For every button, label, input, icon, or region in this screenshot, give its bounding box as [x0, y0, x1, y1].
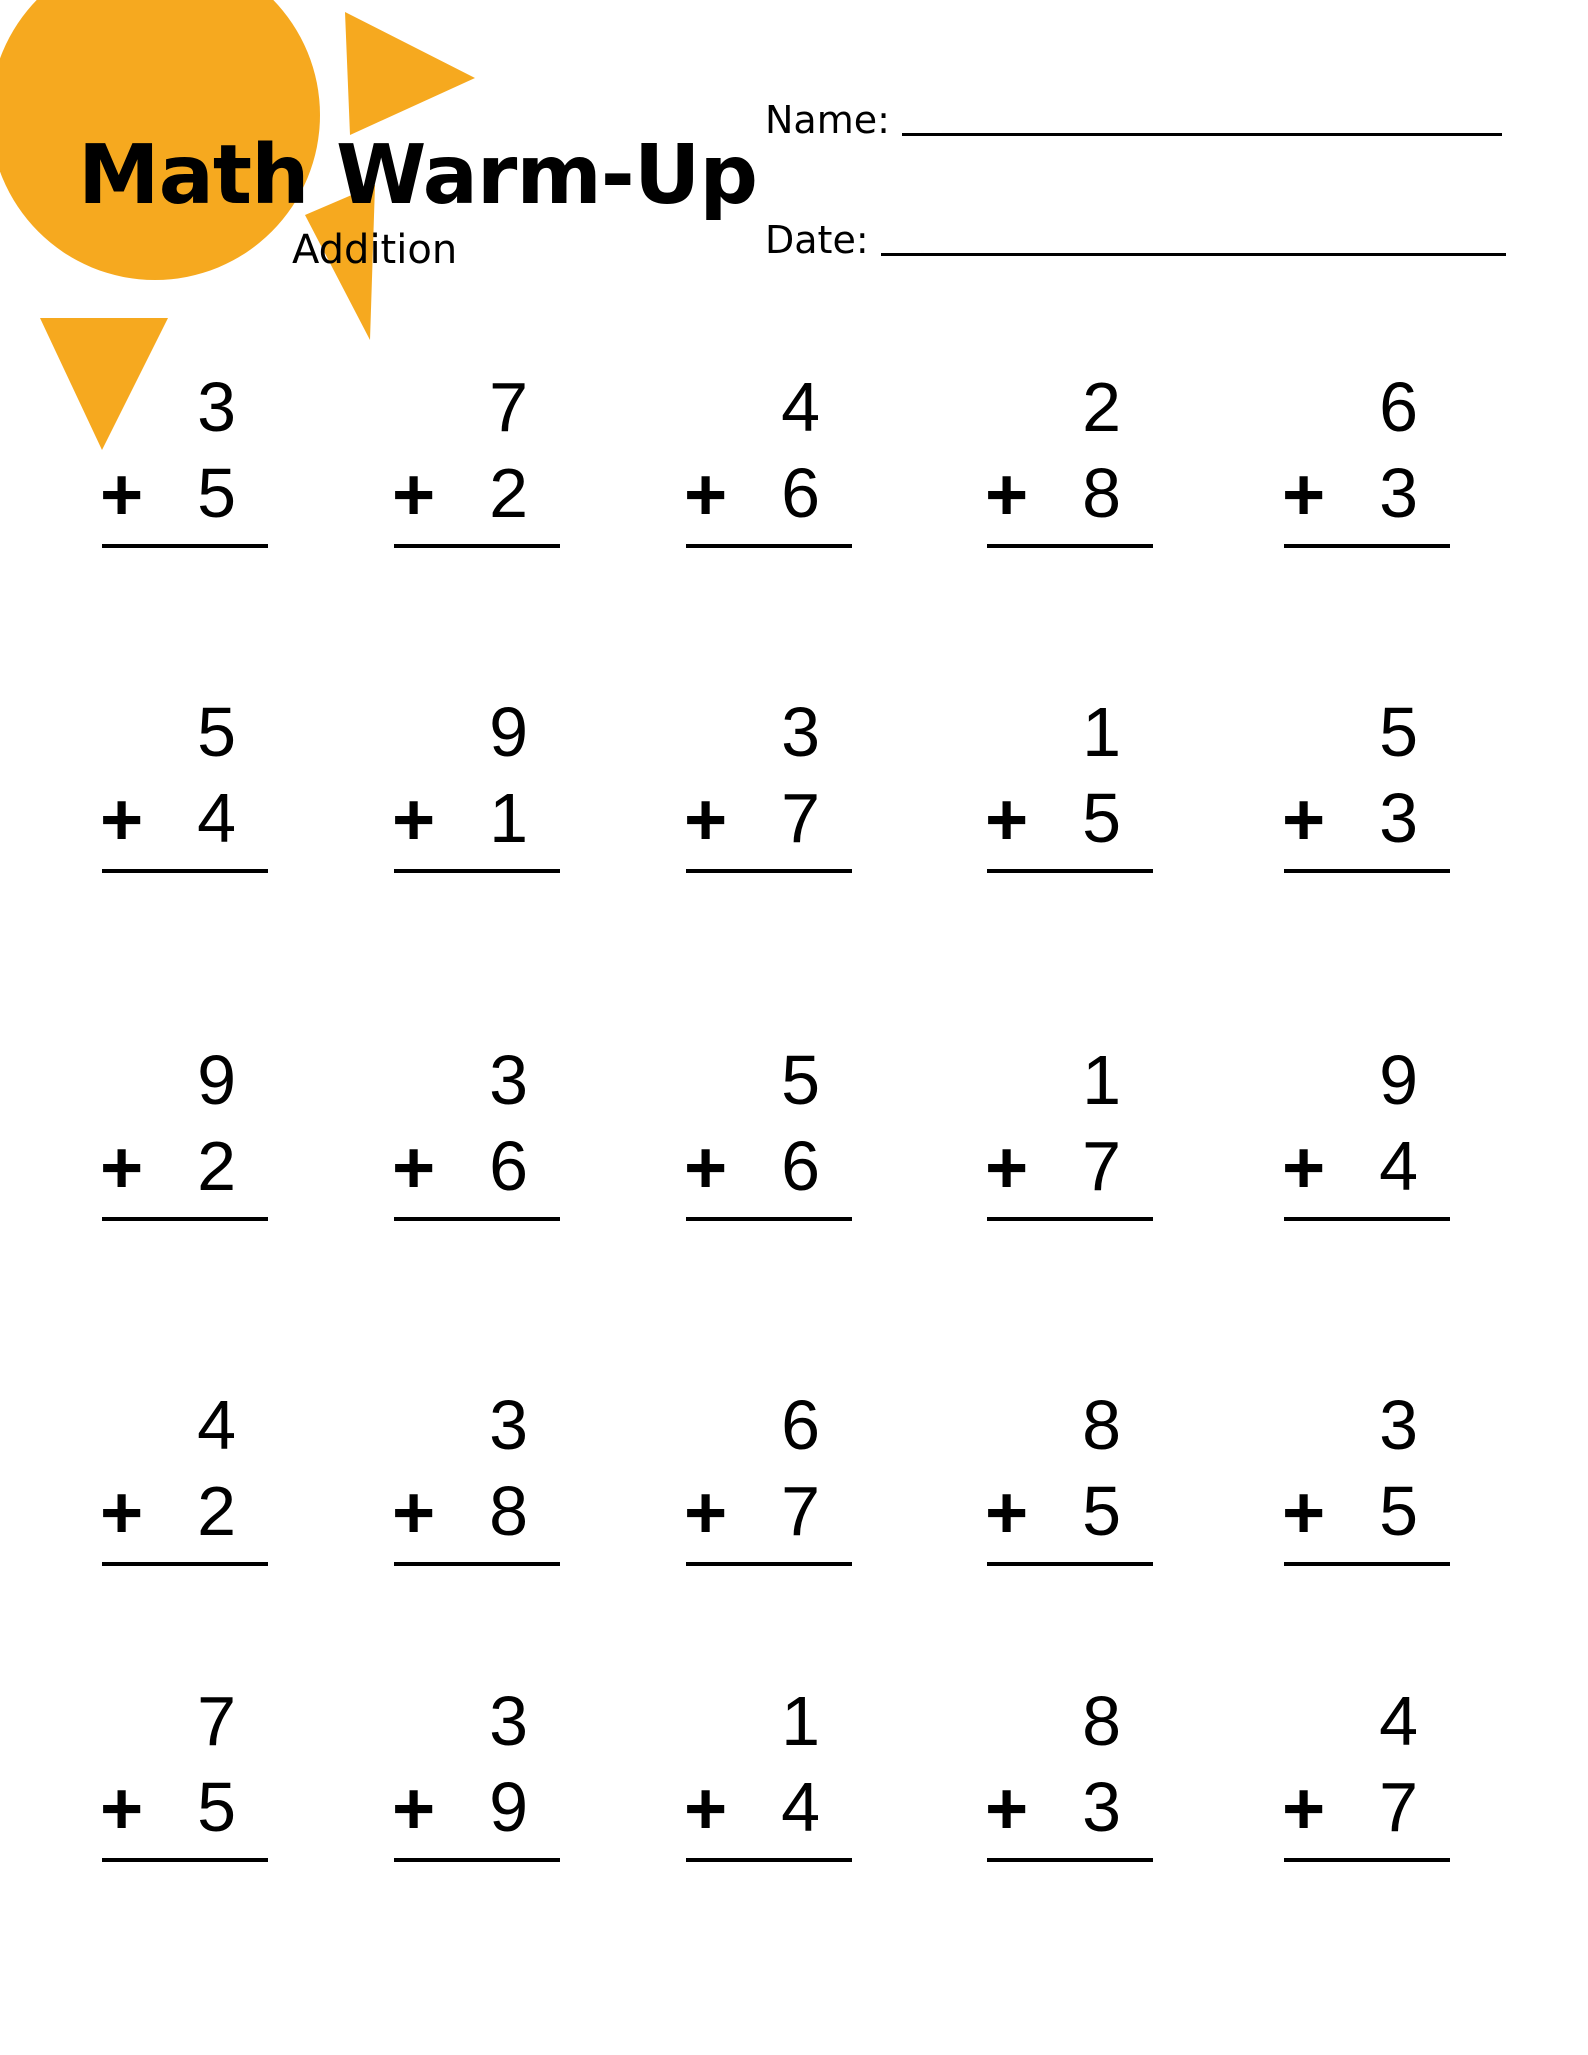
problem-top-number: 3 — [781, 693, 820, 771]
problem-top-number: 1 — [781, 1682, 820, 1760]
problem-bottom-number: 5 — [1082, 779, 1121, 857]
problem-bottom-number: 6 — [781, 1127, 820, 1205]
date-label: Date: — [765, 218, 869, 262]
problem-top-number: 3 — [489, 1386, 528, 1464]
answer-line[interactable] — [1284, 1858, 1450, 1862]
date-field — [765, 218, 1506, 262]
plus-sign: + — [392, 778, 436, 861]
problem-bottom-number: 6 — [489, 1127, 528, 1205]
date-line — [881, 253, 1506, 256]
answer-line[interactable] — [987, 869, 1153, 873]
problem-top-number: 8 — [1082, 1682, 1121, 1760]
plus-sign: + — [392, 1767, 436, 1850]
plus-sign: + — [1282, 1126, 1326, 1209]
problem-top-number: 4 — [1379, 1682, 1418, 1760]
answer-line[interactable] — [102, 544, 268, 548]
answer-line[interactable] — [394, 869, 560, 873]
answer-line[interactable] — [686, 869, 852, 873]
addition-problem — [392, 693, 562, 887]
problem-top-number: 3 — [197, 368, 236, 446]
plus-sign: + — [985, 1126, 1029, 1209]
answer-line[interactable] — [686, 1562, 852, 1566]
answer-line[interactable] — [394, 1217, 560, 1221]
addition-problem — [100, 1682, 270, 1876]
answer-line[interactable] — [394, 1562, 560, 1566]
problem-bottom-number: 4 — [781, 1768, 820, 1846]
problem-bottom-number: 8 — [1082, 454, 1121, 532]
problem-top-number: 3 — [489, 1041, 528, 1119]
problem-top-number: 6 — [1379, 368, 1418, 446]
addition-problem — [684, 368, 854, 562]
problem-bottom-number: 8 — [489, 1472, 528, 1550]
plus-sign: + — [100, 453, 144, 536]
plus-sign: + — [100, 778, 144, 861]
plus-sign: + — [684, 778, 728, 861]
plus-sign: + — [985, 778, 1029, 861]
problem-top-number: 8 — [1082, 1386, 1121, 1464]
problem-bottom-number: 9 — [489, 1768, 528, 1846]
problem-bottom-number: 5 — [1379, 1472, 1418, 1550]
problem-bottom-number: 2 — [197, 1472, 236, 1550]
problem-top-number: 3 — [489, 1682, 528, 1760]
plus-sign: + — [392, 1471, 436, 1554]
addition-problem — [392, 1041, 562, 1235]
problem-bottom-number: 4 — [197, 779, 236, 857]
addition-problem — [100, 368, 270, 562]
answer-line[interactable] — [686, 1217, 852, 1221]
problem-top-number: 1 — [1082, 1041, 1121, 1119]
addition-problem — [985, 368, 1155, 562]
problem-top-number: 9 — [1379, 1041, 1418, 1119]
problem-bottom-number: 3 — [1379, 779, 1418, 857]
addition-problem — [1282, 1682, 1452, 1876]
plus-sign: + — [392, 1126, 436, 1209]
addition-problem — [985, 1386, 1155, 1580]
problem-top-number: 4 — [197, 1386, 236, 1464]
addition-problem — [684, 693, 854, 887]
plus-sign: + — [1282, 1471, 1326, 1554]
problem-bottom-number: 2 — [197, 1127, 236, 1205]
addition-problem — [392, 368, 562, 562]
addition-problem — [392, 1682, 562, 1876]
answer-line[interactable] — [987, 1858, 1153, 1862]
problem-bottom-number: 7 — [781, 779, 820, 857]
problem-bottom-number: 5 — [197, 1768, 236, 1846]
problem-bottom-number: 5 — [197, 454, 236, 532]
problem-bottom-number: 7 — [781, 1472, 820, 1550]
answer-line[interactable] — [102, 1562, 268, 1566]
problem-bottom-number: 3 — [1082, 1768, 1121, 1846]
answer-line[interactable] — [686, 544, 852, 548]
name-label: Name: — [765, 98, 890, 142]
problem-top-number: 6 — [781, 1386, 820, 1464]
problem-top-number: 4 — [781, 368, 820, 446]
problem-bottom-number: 5 — [1082, 1472, 1121, 1550]
plus-sign: + — [684, 1767, 728, 1850]
answer-line[interactable] — [1284, 544, 1450, 548]
addition-problem — [1282, 693, 1452, 887]
problem-top-number: 5 — [781, 1041, 820, 1119]
answer-line[interactable] — [1284, 1217, 1450, 1221]
problem-top-number: 7 — [489, 368, 528, 446]
plus-sign: + — [1282, 453, 1326, 536]
answer-line[interactable] — [686, 1858, 852, 1862]
problem-top-number: 5 — [1379, 693, 1418, 771]
addition-problem — [684, 1386, 854, 1580]
worksheet-subtitle: Addition — [292, 227, 458, 273]
answer-line[interactable] — [987, 1562, 1153, 1566]
answer-line[interactable] — [394, 1858, 560, 1862]
answer-line[interactable] — [394, 544, 560, 548]
name-field — [765, 98, 1502, 142]
addition-problem — [1282, 1041, 1452, 1235]
problem-bottom-number: 6 — [781, 454, 820, 532]
name-line — [902, 133, 1502, 136]
problem-top-number: 7 — [197, 1682, 236, 1760]
problem-bottom-number: 2 — [489, 454, 528, 532]
addition-problem — [1282, 368, 1452, 562]
plus-sign: + — [684, 453, 728, 536]
plus-sign: + — [392, 453, 436, 536]
plus-sign: + — [1282, 1767, 1326, 1850]
addition-problem — [985, 1682, 1155, 1876]
answer-line[interactable] — [1284, 1562, 1450, 1566]
addition-problem — [1282, 1386, 1452, 1580]
problem-top-number: 2 — [1082, 368, 1121, 446]
addition-problem — [100, 1386, 270, 1580]
problem-bottom-number: 1 — [489, 779, 528, 857]
plus-sign: + — [985, 1471, 1029, 1554]
plus-sign: + — [684, 1126, 728, 1209]
addition-problem — [684, 1682, 854, 1876]
answer-line[interactable] — [102, 1858, 268, 1862]
answer-line[interactable] — [987, 544, 1153, 548]
addition-problem — [100, 1041, 270, 1235]
problem-top-number: 9 — [197, 1041, 236, 1119]
plus-sign: + — [100, 1126, 144, 1209]
plus-sign: + — [1282, 778, 1326, 861]
answer-line[interactable] — [102, 1217, 268, 1221]
addition-problem — [392, 1386, 562, 1580]
plus-sign: + — [985, 1767, 1029, 1850]
answer-line[interactable] — [1284, 869, 1450, 873]
problem-top-number: 9 — [489, 693, 528, 771]
addition-problem — [100, 693, 270, 887]
answer-line[interactable] — [987, 1217, 1153, 1221]
problem-bottom-number: 7 — [1379, 1768, 1418, 1846]
worksheet-title: Math Warm-Up — [78, 128, 758, 223]
problem-bottom-number: 3 — [1379, 454, 1418, 532]
plus-sign: + — [985, 453, 1029, 536]
problem-top-number: 3 — [1379, 1386, 1418, 1464]
addition-problem — [985, 1041, 1155, 1235]
problem-bottom-number: 7 — [1082, 1127, 1121, 1205]
problem-top-number: 1 — [1082, 693, 1121, 771]
plus-sign: + — [100, 1767, 144, 1850]
problem-top-number: 5 — [197, 693, 236, 771]
problem-bottom-number: 4 — [1379, 1127, 1418, 1205]
plus-sign: + — [100, 1471, 144, 1554]
answer-line[interactable] — [102, 869, 268, 873]
addition-problem — [684, 1041, 854, 1235]
plus-sign: + — [684, 1471, 728, 1554]
addition-problem — [985, 693, 1155, 887]
